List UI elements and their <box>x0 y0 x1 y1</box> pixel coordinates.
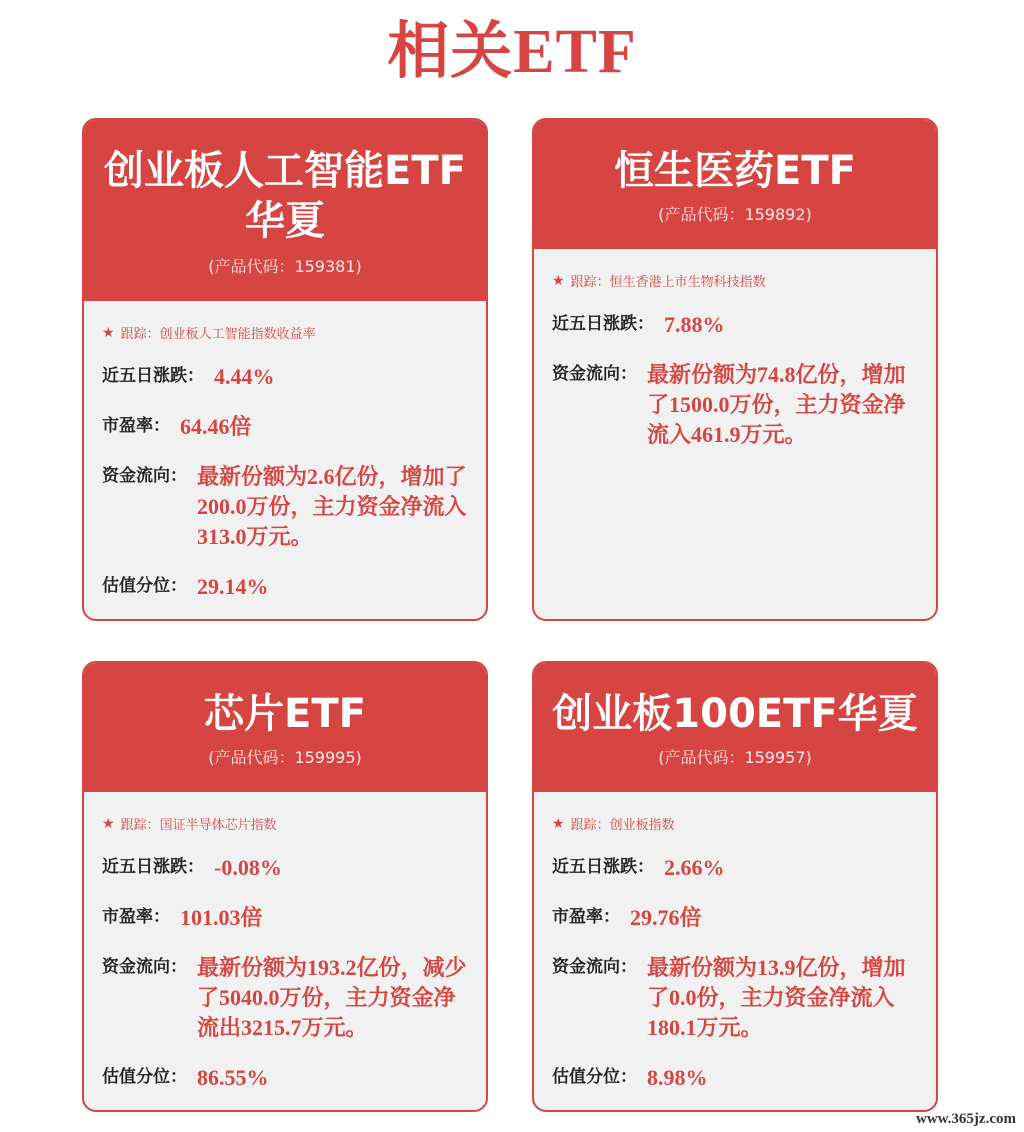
track-index: 创业板人工智能指数收益率 <box>159 327 316 342</box>
product-code: (产品代码：159381) <box>208 257 362 276</box>
change-value: 2.66% <box>664 855 725 880</box>
track-line <box>552 814 918 833</box>
card-header <box>84 663 486 792</box>
pe-value: 29.76倍 <box>630 905 702 930</box>
etf-card-hs-pharma <box>532 118 938 621</box>
star-icon: ★ <box>102 324 115 341</box>
change-value: 4.44% <box>214 364 275 389</box>
track-line <box>102 814 468 833</box>
card-body <box>84 323 486 602</box>
valuation-value: 8.98% <box>647 1065 708 1090</box>
valuation-row <box>102 1063 468 1093</box>
track-index: 恒生香港上市生物科技指数 <box>609 275 766 290</box>
fund-flow-value: 最新份额为193.2亿份，减少了5040.0万份，主力资金净流出3215.7万元。 <box>197 955 467 1040</box>
valuation-value: 86.55% <box>197 1065 269 1090</box>
product-code: (产品代码：159892) <box>658 205 812 224</box>
change-label: 近五日涨跌： <box>102 366 204 386</box>
pe-row <box>552 903 918 933</box>
fund-flow-row <box>552 953 918 1043</box>
valuation-label: 估值分位： <box>552 1067 637 1087</box>
card-title: 恒生医药ETF <box>614 148 856 194</box>
product-code: (产品代码：159957) <box>658 748 812 767</box>
track-prefix: 跟踪： <box>570 818 610 833</box>
valuation-value: 29.14% <box>197 574 269 599</box>
valuation-row <box>552 1063 918 1093</box>
change-row <box>552 310 918 340</box>
pe-row <box>102 412 468 442</box>
card-title: 芯片ETF <box>204 691 366 737</box>
card-body <box>534 814 936 1093</box>
fund-flow-value: 最新份额为74.8亿份，增加了1500.0万份，主力资金净流入461.9万元。 <box>647 362 906 447</box>
pe-label: 市盈率： <box>102 416 170 436</box>
star-icon: ★ <box>552 272 565 289</box>
change-label: 近五日涨跌： <box>102 857 204 877</box>
valuation-row <box>102 572 468 602</box>
star-icon: ★ <box>102 815 115 832</box>
card-title: 创业板100ETF华夏 <box>552 691 918 737</box>
card-header <box>534 120 936 249</box>
change-row <box>552 853 918 883</box>
card-body <box>534 271 936 450</box>
change-value: 7.88% <box>664 312 725 337</box>
etf-card-chip <box>82 661 488 1112</box>
pe-label: 市盈率： <box>552 907 620 927</box>
etf-card-cyb100 <box>532 661 938 1112</box>
fund-flow-row <box>552 360 918 450</box>
track-index: 国证半导体芯片指数 <box>159 818 277 833</box>
fund-flow-value: 最新份额为2.6亿份，增加了200.0万份，主力资金净流入313.0万元。 <box>197 464 467 549</box>
fund-flow-row <box>102 462 468 552</box>
product-code: (产品代码：159995) <box>208 748 362 767</box>
fund-flow-row <box>102 953 468 1043</box>
track-line <box>102 323 468 342</box>
track-prefix: 跟踪： <box>120 327 160 342</box>
pe-row <box>102 903 468 933</box>
track-prefix: 跟踪： <box>570 275 610 290</box>
watermark: www.365jz.com <box>916 1111 1016 1127</box>
track-prefix: 跟踪： <box>120 818 160 833</box>
fund-flow-label: 资金流向： <box>102 957 187 977</box>
change-row <box>102 853 468 883</box>
track-index: 创业板指数 <box>609 818 675 833</box>
page-title: 相关ETF <box>387 18 637 86</box>
change-value: -0.08% <box>214 855 282 880</box>
change-label: 近五日涨跌： <box>552 314 654 334</box>
fund-flow-label: 资金流向： <box>552 364 637 384</box>
fund-flow-label: 资金流向： <box>552 957 637 977</box>
card-header <box>84 120 486 301</box>
card-title: 创业板人工智能ETF华夏 <box>104 148 466 244</box>
card-header <box>534 663 936 792</box>
fund-flow-value: 最新份额为13.9亿份，增加了0.0份，主力资金净流入180.1万元。 <box>647 955 906 1040</box>
pe-label: 市盈率： <box>102 907 170 927</box>
fund-flow-label: 资金流向： <box>102 466 187 486</box>
track-line <box>552 271 918 290</box>
etf-card-ai <box>82 118 488 621</box>
star-icon: ★ <box>552 815 565 832</box>
valuation-label: 估值分位： <box>102 1067 187 1087</box>
change-row <box>102 362 468 392</box>
card-body <box>84 814 486 1093</box>
valuation-label: 估值分位： <box>102 576 187 596</box>
change-label: 近五日涨跌： <box>552 857 654 877</box>
pe-value: 64.46倍 <box>180 414 252 439</box>
pe-value: 101.03倍 <box>180 905 263 930</box>
